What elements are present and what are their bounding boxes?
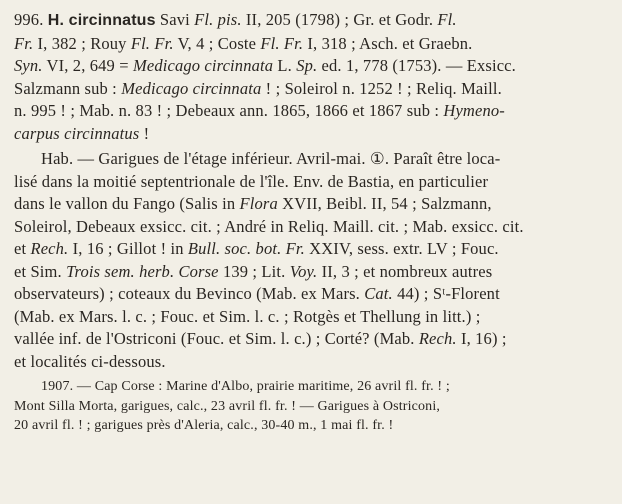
text-line: [14, 306, 612, 329]
italic-reference: Fl. Fr.: [260, 33, 304, 53]
text-run: 996.: [14, 10, 48, 29]
text-run: 20 avril fl. ! ; garigues près d'Aleria, calc., 30-40 m., 1 mai fl. fr. !: [14, 418, 394, 433]
text-line: [14, 377, 612, 397]
text-line: [14, 261, 612, 284]
text-run: XXIV, sess. extr. LV ; Fouc.: [304, 239, 499, 258]
italic-reference: Fl. pis.: [194, 10, 242, 29]
text-line: [14, 55, 612, 78]
species-name: H. circinnatus: [47, 12, 156, 29]
text-run: 139 ; Lit.: [218, 261, 290, 281]
text-run: 1907. — Cap Corse : Marine d'Albo, prairie maritime, 26 avril fl. fr. ! ;: [41, 379, 450, 394]
text-run: I, 318 ; Asch. et Graebn.: [303, 33, 473, 53]
text-run: VI, 2, 649 =: [42, 56, 133, 75]
italic-reference: Cat.: [364, 284, 393, 303]
text-run: Salzmann sub :: [14, 78, 122, 98]
text-run: dans le vallon du Fango (Salis in: [14, 194, 240, 213]
text-run: II, 3 ; et nombreux autres: [317, 261, 493, 281]
habitat-paragraph: [14, 148, 612, 373]
text-run: Mont Silla Morta, garigues, calc., 23 avril fl. fr. ! — Garigues à Ostriconi,: [14, 398, 441, 414]
species-entry: [14, 9, 612, 145]
text-line: [14, 9, 612, 33]
text-run: (Mab. ex Mars. l. c. ; Fouc. et Sim. l. c. ; Rotgès et Thellung in litt.) ;: [14, 306, 481, 326]
italic-reference: carpus circinnatus: [14, 123, 140, 143]
text-run: XVII, Beibl. II, 54 ; Salzmann,: [277, 194, 492, 213]
text-line: [14, 33, 612, 56]
text-run: et localités ci-dessous.: [14, 351, 166, 371]
italic-reference: Medicago circinnata: [132, 56, 274, 75]
text-run: L.: [273, 56, 297, 75]
text-run: lisé dans la moitié septentrionale de l'île. Env. de Bastia, en particulier: [14, 171, 489, 191]
observations-paragraph: [14, 377, 612, 436]
text-line: [14, 148, 612, 171]
text-run: n. 995 ! ; Mab. n. 83 ! ; Debeaux ann. 1865, 1866 et 1867 sub :: [14, 101, 444, 120]
italic-reference: Rech.: [30, 239, 69, 258]
text-run: I, 382 ; Rouy: [33, 33, 131, 53]
text-line: [14, 216, 612, 239]
italic-reference: Syn.: [14, 56, 43, 75]
text-run: ed. 1, 778 (1753). — Exsicc.: [317, 56, 516, 75]
italic-reference: Flora: [239, 194, 278, 213]
text-line: [14, 283, 612, 306]
text-run: vallée inf. de l'Ostriconi (Fouc. et Sim. l. c.) ; Corté? (Mab.: [14, 329, 419, 348]
italic-reference: Fr.: [14, 33, 34, 53]
text-run: et: [14, 239, 31, 258]
text-run: V, 4 ; Coste: [173, 33, 261, 53]
text-run: Savi: [155, 10, 195, 29]
italic-reference: Voy.: [289, 261, 318, 281]
text-line: [14, 397, 612, 417]
text-line: [14, 416, 612, 436]
text-line: [14, 78, 612, 101]
text-line: [14, 351, 612, 374]
text-line: [14, 123, 612, 146]
text-run: I, 16 ; Gillot ! in: [68, 239, 188, 258]
italic-reference: Trois sem. herb. Corse: [66, 261, 219, 281]
text-run: ! ; Soleirol n. 1252 ! ; Reliq. Maill.: [261, 78, 502, 98]
italic-reference: Fl. Fr.: [130, 33, 174, 53]
text-run: 44) ; Sᵗ-Florent: [392, 284, 500, 303]
text-line: [14, 171, 612, 194]
italic-reference: Fl.: [437, 10, 457, 29]
text-run: Hab. — Garigues de l'étage inférieur. Avril-mai. ①. Paraît être loca-: [41, 149, 501, 168]
italic-reference: Hymeno-: [443, 101, 505, 120]
text-run: observateurs) ; coteaux du Bevinco (Mab. ex Mars.: [14, 284, 365, 303]
text-line: [14, 100, 612, 123]
italic-reference: Sp.: [296, 56, 318, 75]
text-run: II, 205 (1798) ; Gr. et Godr.: [241, 10, 438, 29]
italic-reference: Bull. soc. bot. Fr.: [187, 239, 305, 258]
italic-reference: Medicago circinnata: [121, 78, 262, 98]
italic-reference: Rech.: [418, 329, 457, 348]
text-run: et Sim.: [14, 261, 67, 281]
text-line: [14, 193, 612, 216]
text-line: [14, 238, 612, 261]
text-run: !: [139, 123, 150, 143]
text-run: Soleirol, Debeaux exsicc. cit. ; André in Reliq. Maill. cit. ; Mab. exsicc. cit.: [14, 216, 524, 236]
text-line: [14, 328, 612, 351]
text-run: I, 16) ;: [456, 329, 507, 348]
